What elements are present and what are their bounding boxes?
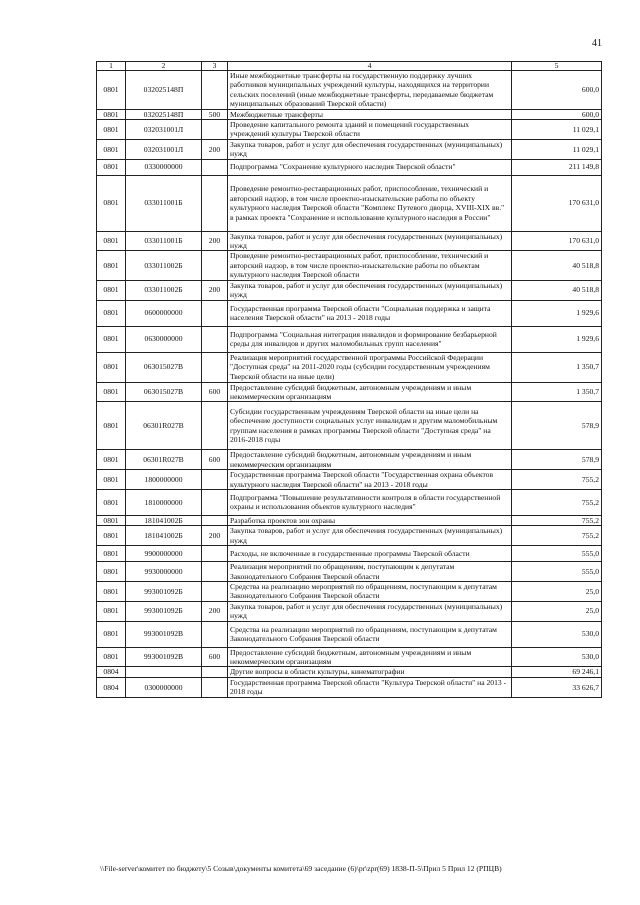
expense-type-cell <box>202 251 228 280</box>
expense-type-cell <box>202 159 228 175</box>
section-code-cell: 0801 <box>97 621 126 647</box>
description-cell: Государственная программа Тверской области "Социальная поддержка и защита населения Тверской области" на 2013 - 2018 годы <box>228 300 512 326</box>
table-row <box>97 470 602 490</box>
target-article-cell: 033011002Б <box>126 280 202 300</box>
table-row <box>97 647 602 667</box>
expense-type-cell <box>202 402 228 450</box>
expense-type-cell <box>202 300 228 326</box>
table-row <box>97 677 602 697</box>
amount-cell: 40 518,8 <box>512 251 602 280</box>
description-cell: Закупка товаров, работ и услуг для обеспечения государственных (муниципальных) нужд <box>228 231 512 251</box>
table-body <box>97 71 602 698</box>
expense-type-cell <box>202 581 228 601</box>
table-row <box>97 581 602 601</box>
page-number: 41 <box>592 38 602 49</box>
section-code-cell: 0801 <box>97 231 126 251</box>
section-code-cell: 0801 <box>97 489 126 515</box>
section-code-cell: 0801 <box>97 382 126 402</box>
table-row <box>97 300 602 326</box>
description-cell: Государственная программа Тверской области "Государственная охрана объектов культурного наследия Тверской области" на 2013 - 2018 годы <box>228 470 512 490</box>
table-row <box>97 546 602 562</box>
target-article-cell: 033011001Б <box>126 175 202 231</box>
amount-cell: 600,0 <box>512 71 602 110</box>
description-cell: Разработка проектов зон охраны <box>228 515 512 525</box>
target-article-cell: 0330000000 <box>126 159 202 175</box>
section-code-cell: 0801 <box>97 450 126 470</box>
target-article-cell: 033011001Б <box>126 231 202 251</box>
table-row <box>97 667 602 677</box>
amount-cell: 170 631,0 <box>512 175 602 231</box>
amount-cell: 755,2 <box>512 526 602 546</box>
expense-type-cell <box>202 515 228 525</box>
expense-type-cell <box>202 470 228 490</box>
target-article-cell: 06301R027В <box>126 450 202 470</box>
table-row <box>97 159 602 175</box>
expense-type-cell <box>202 667 228 677</box>
amount-cell: 33 626,7 <box>512 677 602 697</box>
section-code-cell: 0801 <box>97 546 126 562</box>
description-cell: Закупка товаров, работ и услуг для обеспечения государственных (муниципальных) нужд <box>228 280 512 300</box>
description-cell: Иные межбюджетные трансферты на государственную поддержку лучших работников муниципальных учреждений культуры, находящихся на территории сельских поселений (иные межбюджетные трансферты, передаваемые бюджетам муниципальных образований Тверской области) <box>228 71 512 110</box>
table-row <box>97 231 602 251</box>
expense-type-cell <box>202 120 228 140</box>
table-row <box>97 251 602 280</box>
amount-cell: 1 929,6 <box>512 300 602 326</box>
expense-type-cell: 200 <box>202 526 228 546</box>
header-cell: 4 <box>228 62 512 71</box>
amount-cell: 1 350,7 <box>512 382 602 402</box>
section-code-cell: 0801 <box>97 601 126 621</box>
section-code-cell: 0801 <box>97 109 126 119</box>
description-cell: Средства на реализацию мероприятий по обращениям, поступающим к депутатам Законодательного Собрания Тверской области <box>228 581 512 601</box>
target-article-cell: 0300000000 <box>126 677 202 697</box>
description-cell: Межбюджетные трансферты <box>228 109 512 119</box>
expense-type-cell <box>202 71 228 110</box>
section-code-cell: 0801 <box>97 515 126 525</box>
section-code-cell: 0801 <box>97 581 126 601</box>
expense-type-cell <box>202 489 228 515</box>
expense-type-cell: 200 <box>202 601 228 621</box>
amount-cell: 11 029,1 <box>512 139 602 159</box>
expense-type-cell: 500 <box>202 109 228 119</box>
target-article-cell: 0630000000 <box>126 326 202 352</box>
table-row <box>97 621 602 647</box>
target-article-cell: 063015027В <box>126 352 202 382</box>
description-cell: Проведение ремонтно-реставрационных работ, приспособление, технический и авторский надзор, в том числе проектно-изыскательские работы по объектам культурного наследия Тверской области <box>228 251 512 280</box>
section-code-cell: 0801 <box>97 647 126 667</box>
expense-type-cell <box>202 352 228 382</box>
amount-cell: 25,0 <box>512 601 602 621</box>
description-cell: Субсидии государственным учреждениям Тверской области на иные цели на обеспечение доступности социальных услуг инвалидам и другим маломобильным группам населения в рамках программы Тверской области "Доступная среда" на 2016-2018 годы <box>228 402 512 450</box>
amount-cell: 530,0 <box>512 647 602 667</box>
expense-type-cell <box>202 621 228 647</box>
amount-cell: 69 246,1 <box>512 667 602 677</box>
target-article-cell: 032031001Л <box>126 120 202 140</box>
section-code-cell: 0801 <box>97 280 126 300</box>
description-cell: Государственная программа Тверской области "Культура Тверской области" на 2013 - 2018 годы <box>228 677 512 697</box>
expense-type-cell: 600 <box>202 382 228 402</box>
description-cell: Закупка товаров, работ и услуг для обеспечения государственных (муниципальных) нужд <box>228 139 512 159</box>
expense-type-cell: 200 <box>202 231 228 251</box>
table-row <box>97 352 602 382</box>
target-article-cell: 063015027В <box>126 382 202 402</box>
target-article-cell: 993001092В <box>126 647 202 667</box>
section-code-cell: 0804 <box>97 667 126 677</box>
amount-cell: 555,0 <box>512 546 602 562</box>
description-cell: Закупка товаров, работ и услуг для обеспечения государственных (муниципальных) нужд <box>228 526 512 546</box>
target-article-cell: 1810000000 <box>126 489 202 515</box>
target-article-cell: 032025148П <box>126 71 202 110</box>
section-code-cell: 0801 <box>97 139 126 159</box>
amount-cell: 11 029,1 <box>512 120 602 140</box>
amount-cell: 530,0 <box>512 621 602 647</box>
section-code-cell: 0801 <box>97 470 126 490</box>
description-cell: Предоставление субсидий бюджетным, автономным учреждениям и иным некоммерческим организациям <box>228 382 512 402</box>
amount-cell: 578,9 <box>512 402 602 450</box>
target-article-cell: 032031001Л <box>126 139 202 159</box>
section-code-cell: 0801 <box>97 526 126 546</box>
section-code-cell: 0804 <box>97 677 126 697</box>
amount-cell: 1 350,7 <box>512 352 602 382</box>
description-cell: Предоставление субсидий бюджетным, автономным учреждениям и иным некоммерческим организациям <box>228 450 512 470</box>
target-article-cell: 993001092Б <box>126 581 202 601</box>
amount-cell: 40 518,8 <box>512 280 602 300</box>
description-cell: Проведение ремонтно-реставрационных работ, приспособление, технический и авторский надзор, в том числе проектно-изыскательские работы по объекту культурного наследия Тверской области "Комплекс Путевого дворца, XVIII-XIX вв." в рамках проекта "Сохранение и использование культурного наследия в России" <box>228 175 512 231</box>
description-cell: Закупка товаров, работ и услуг для обеспечения государственных (муниципальных) нужд <box>228 601 512 621</box>
section-code-cell: 0801 <box>97 300 126 326</box>
table-row <box>97 601 602 621</box>
amount-cell: 600,0 <box>512 109 602 119</box>
amount-cell: 755,2 <box>512 515 602 525</box>
amount-cell: 578,9 <box>512 450 602 470</box>
header-cell: 2 <box>126 62 202 71</box>
expense-type-cell <box>202 175 228 231</box>
header-cell: 1 <box>97 62 126 71</box>
section-code-cell: 0801 <box>97 402 126 450</box>
header-cell: 5 <box>512 62 602 71</box>
target-article-cell <box>126 667 202 677</box>
description-cell: Расходы, не включенные в государственные программы Тверской области <box>228 546 512 562</box>
description-cell: Предоставление субсидий бюджетным, автономным учреждениям и иным некоммерческим организациям <box>228 647 512 667</box>
table-row <box>97 450 602 470</box>
expense-type-cell <box>202 562 228 582</box>
table-row <box>97 382 602 402</box>
section-code-cell: 0801 <box>97 120 126 140</box>
table-row <box>97 562 602 582</box>
section-code-cell: 0801 <box>97 562 126 582</box>
target-article-cell: 993001092Б <box>126 601 202 621</box>
amount-cell: 755,2 <box>512 489 602 515</box>
amount-cell: 170 631,0 <box>512 231 602 251</box>
description-cell: Подпрограмма "Сохранение культурного наследия Тверской области" <box>228 159 512 175</box>
expense-type-cell: 600 <box>202 647 228 667</box>
expense-type-cell <box>202 546 228 562</box>
amount-cell: 211 149,8 <box>512 159 602 175</box>
table-row <box>97 175 602 231</box>
target-article-cell: 032025148П <box>126 109 202 119</box>
footer-file-path: \\File-server\комитет по бюджету\5 Созыв\документы комитета\69 заседание (6)\pr\zpr(69) 1838-П-5\Прил 5 Прил 12 (РПЦВ) <box>100 864 502 873</box>
description-cell: Проведение капитального ремонта зданий и помещений государственных учреждений культуры Тверской области <box>228 120 512 140</box>
table-row <box>97 402 602 450</box>
section-code-cell: 0801 <box>97 326 126 352</box>
description-cell: Реализация мероприятий по обращениям, поступающим к депутатам Законодательного Собрания Тверской области <box>228 562 512 582</box>
description-cell: Реализация мероприятий государственной программы Российской Федерации "Доступная среда" на 2011-2020 годы (субсидии государственным учреждениям Тверской области на иные цели) <box>228 352 512 382</box>
target-article-cell: 1800000000 <box>126 470 202 490</box>
table-row <box>97 120 602 140</box>
section-code-cell: 0801 <box>97 352 126 382</box>
table-row <box>97 280 602 300</box>
description-cell: Подпрограмма "Повышение результативности контроля в области государственной охраны и использования объектов культурного наследия" <box>228 489 512 515</box>
header-cell: 3 <box>202 62 228 71</box>
section-code-cell: 0801 <box>97 159 126 175</box>
amount-cell: 555,0 <box>512 562 602 582</box>
section-code-cell: 0801 <box>97 251 126 280</box>
expense-type-cell: 600 <box>202 450 228 470</box>
expense-type-cell: 200 <box>202 280 228 300</box>
table-row <box>97 109 602 119</box>
table-row <box>97 139 602 159</box>
table-row <box>97 526 602 546</box>
target-article-cell: 9930000000 <box>126 562 202 582</box>
expense-type-cell <box>202 326 228 352</box>
table-row <box>97 515 602 525</box>
table-row <box>97 489 602 515</box>
table-header-row <box>97 62 602 71</box>
description-cell: Подпрограмма "Социальная интеграция инвалидов и формирование безбарьерной среды для инвалидов и других маломобильных групп населения" <box>228 326 512 352</box>
table-row <box>97 71 602 110</box>
target-article-cell: 0600000000 <box>126 300 202 326</box>
target-article-cell: 181041002Б <box>126 515 202 525</box>
target-article-cell: 181041002Б <box>126 526 202 546</box>
target-article-cell: 993001092В <box>126 621 202 647</box>
amount-cell: 25,0 <box>512 581 602 601</box>
budget-table <box>96 61 602 698</box>
description-cell: Другие вопросы в области культуры, кинематографии <box>228 667 512 677</box>
target-article-cell: 033011002Б <box>126 251 202 280</box>
expense-type-cell <box>202 677 228 697</box>
amount-cell: 1 929,6 <box>512 326 602 352</box>
amount-cell: 755,2 <box>512 470 602 490</box>
section-code-cell: 0801 <box>97 71 126 110</box>
expense-type-cell: 200 <box>202 139 228 159</box>
description-cell: Средства на реализацию мероприятий по обращениям, поступающим к депутатам Законодательного Собрания Тверской области <box>228 621 512 647</box>
target-article-cell: 06301R027В <box>126 402 202 450</box>
section-code-cell: 0801 <box>97 175 126 231</box>
table-row <box>97 326 602 352</box>
target-article-cell: 9900000000 <box>126 546 202 562</box>
